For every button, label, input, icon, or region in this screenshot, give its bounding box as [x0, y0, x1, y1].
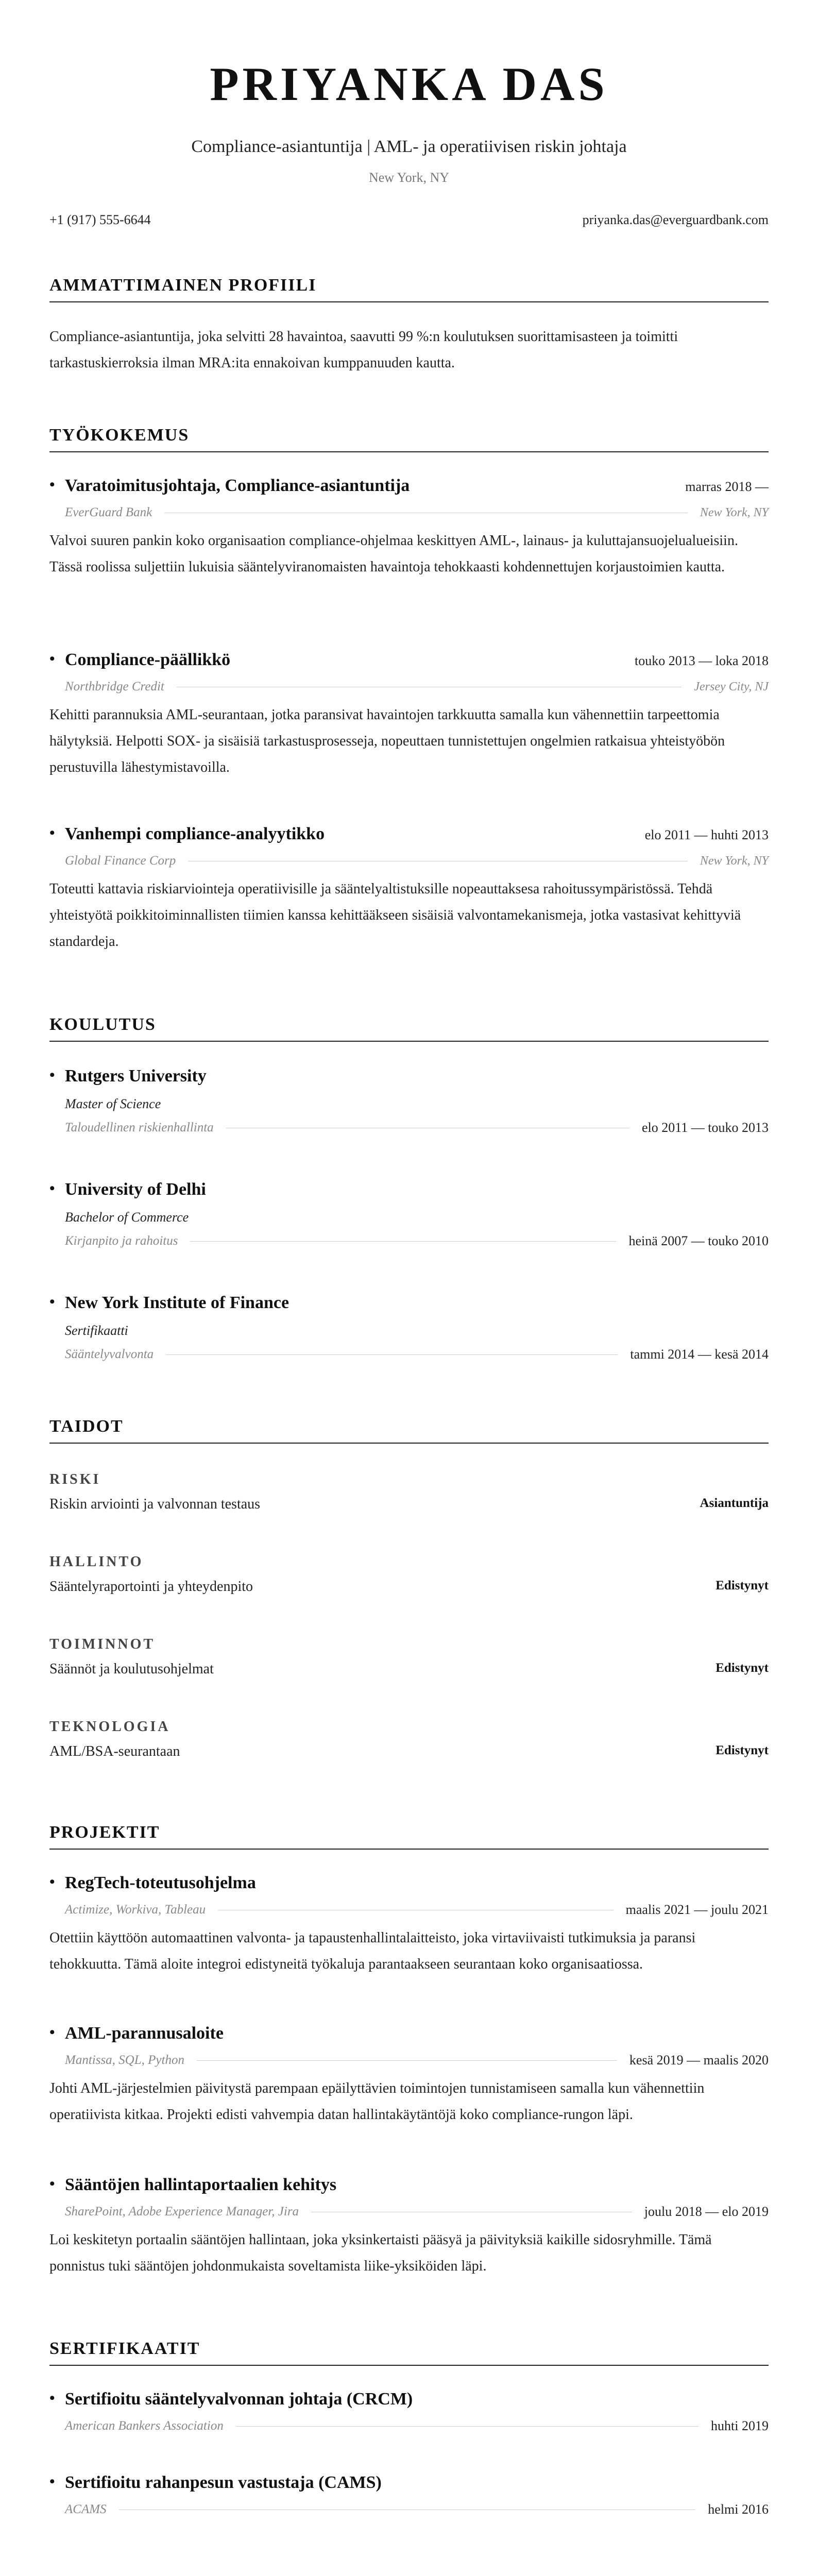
section-title-projects: PROJEKTIT: [49, 1823, 769, 1850]
skill-name: Sääntelyraportointi ja yhteydenpito: [49, 1579, 253, 1595]
skill-category: TOIMINNOT: [49, 1636, 156, 1652]
project-description: Loi keskitetyn portaalin sääntöjen hallintaan, joka yksinkertaisti pääsyä ja päivityksiä kaikille sidosryhmille. Tämä ponnistus tuki sääntöjen johdonmukaista soveltamista liike-yksiköiden läpi.: [49, 2232, 712, 2274]
job-dates: marras 2018 —: [685, 479, 769, 494]
project-item: [49, 1873, 769, 1977]
education-item: [49, 1180, 769, 1250]
skill-category: TEKNOLOGIA: [49, 1719, 171, 1735]
job-dates: touko 2013 — loka 2018: [635, 653, 769, 668]
candidate-name: PRIYANKA DAS: [210, 58, 608, 110]
job-location: New York, NY: [700, 854, 769, 868]
certification-date: helmi 2016: [708, 2502, 769, 2517]
project-dates: joulu 2018 — elo 2019: [644, 2204, 769, 2219]
project-description: Johti AML-järjestelmien päivitystä parempaan epäilyttävien toimintojen tunnistamiseen samalla kun vähennettiin operatiivista kitkaa. Projekti edisti vahvempia datan hallintakäytäntöjä koko compliance-rungon läpi.: [49, 2080, 705, 2123]
skill-name: Säännöt ja koulutusohjelmat: [49, 1661, 214, 1677]
section-title-education: KOULUTUS: [49, 1015, 769, 1042]
job-description: Valvoi suuren pankin koko organisaation compliance-ohjelmaa keskittyen AML-, lainaus- ja kuluttajansuojelualueisiin. Tässä roolissa suljettiin lukuisia sääntelyviranomaisten havaintoja tehokkaasti kohdennettujen korjaustoimien kautta.: [49, 533, 738, 575]
field-of-study: Kirjanpito ja rahoitus: [65, 1234, 178, 1248]
degree: Sertifikaatti: [65, 1323, 128, 1338]
certification-item: [49, 2473, 769, 2518]
leader-line: [190, 1241, 616, 1242]
project-name: • RegTech-toteutusohjelma: [49, 1873, 256, 1893]
profile-text: Compliance-asiantuntija, joka selvitti 28 havaintoa, saavutti 99 %:n koulutuksen suorittamisasteen ja toimitti tarkastuskierroksia ilman MRA:ita ennakoivan kumppanuuden kautta.: [49, 329, 678, 371]
school-name: • Rutgers University: [49, 1066, 207, 1086]
project-description: Otettiin käyttöön automaattinen valvonta- ja tapaustenhallintalaitteisto, joka virtaviivaisti tutkimuksia ja paransi tehokkuutta. Tämä aloite integroi edistyneitä työkaluja parantaakseen seurantaan koko organisaatiossa.: [49, 1930, 696, 1972]
skill-level: Edistynyt: [715, 1579, 769, 1592]
section-title-profile: AMMATTIMAINEN PROFIILI: [49, 276, 769, 302]
certification-date: huhti 2019: [711, 2418, 769, 2433]
project-tools: Actimize, Workiva, Tableau: [65, 1903, 206, 1917]
school-name: • University of Delhi: [49, 1180, 206, 1199]
skill-name: Riskin arviointi ja valvonnan testaus: [49, 1496, 261, 1512]
skill-level: Asiantuntija: [700, 1496, 769, 1510]
section-title-skills: TAIDOT: [49, 1417, 769, 1444]
company-name: Global Finance Corp: [65, 854, 176, 868]
job-description: Toteutti kattavia riskiarviointeja operatiivisille ja sääntelyaltistuksille nopeauttaksesa rahoitussympäristössä. Tehdä yhteistyötä poikkitoiminnallisten tiimien kanssa kehittääkseen sisäisiä valvontamekanismeja, jotka vastasivat kehittyviä standardeja.: [49, 881, 741, 950]
skill-category: RISKI: [49, 1471, 101, 1487]
project-name: • Sääntöjen hallintaportaalien kehitys: [49, 2175, 336, 2195]
certification-item: [49, 2389, 769, 2435]
phone[interactable]: +1 (917) 555-6644: [49, 212, 151, 227]
email[interactable]: priyanka.das@everguardbank.com: [582, 212, 769, 227]
education-dates: heinä 2007 — touko 2010: [628, 1233, 769, 1248]
education-dates: tammi 2014 — kesä 2014: [630, 1347, 769, 1362]
skill-group: [49, 1554, 769, 1595]
job-title: • Compliance-päällikkö: [49, 650, 230, 670]
project-item: [49, 2175, 769, 2279]
school-name: • New York Institute of Finance: [49, 1293, 289, 1313]
job-dates: elo 2011 — huhti 2013: [644, 827, 769, 842]
certification-issuer: ACAMS: [65, 2502, 107, 2516]
education-item: [49, 1066, 769, 1137]
company-name: Northbridge Credit: [65, 680, 164, 693]
project-tools: SharePoint, Adobe Experience Manager, Jira: [65, 2205, 299, 2218]
project-dates: kesä 2019 — maalis 2020: [629, 2053, 769, 2067]
project-name: • AML-parannusaloite: [49, 2024, 224, 2043]
field-of-study: Sääntelyvalvonta: [65, 1347, 154, 1361]
skill-group: [49, 1471, 769, 1513]
leader-line: [197, 2060, 617, 2061]
leader-line: [236, 2426, 698, 2427]
experience-item: [49, 476, 769, 580]
experience-item: [49, 824, 769, 955]
project-dates: maalis 2021 — joulu 2021: [625, 1902, 769, 1917]
experience-item: [49, 650, 769, 781]
skill-group: [49, 1719, 769, 1760]
skill-category: HALLINTO: [49, 1554, 144, 1570]
project-item: [49, 2024, 769, 2128]
education-dates: elo 2011 — touko 2013: [641, 1120, 769, 1135]
section-title-certifications: SERTIFIKAATIT: [49, 2339, 769, 2366]
project-tools: Mantissa, SQL, Python: [65, 2053, 184, 2067]
certification-issuer: American Bankers Association: [65, 2419, 224, 2433]
leader-line: [166, 1354, 618, 1355]
job-location: Jersey City, NJ: [694, 680, 769, 693]
education-item: [49, 1293, 769, 1363]
job-title: • Vanhempi compliance-analyytikko: [49, 824, 325, 844]
field-of-study: Taloudellinen riskienhallinta: [65, 1121, 214, 1134]
section-title-experience: TYÖKOKEMUS: [49, 426, 769, 452]
contact-row: [49, 212, 769, 228]
degree: Bachelor of Commerce: [65, 1210, 189, 1225]
job-location: New York, NY: [700, 505, 769, 519]
skill-level: Edistynyt: [715, 1743, 769, 1757]
certification-name: • Sertifioitu rahanpesun vastustaja (CAMS): [49, 2473, 382, 2493]
headline: Compliance-asiantuntija | AML- ja operatiivisen riskin johtaja: [191, 137, 627, 156]
skill-name: AML/BSA-seurantaan: [49, 1743, 180, 1759]
skill-group: [49, 1636, 769, 1677]
certification-name: • Sertifioitu sääntelyvalvonnan johtaja (CRCM): [49, 2389, 413, 2409]
location: New York, NY: [368, 170, 449, 185]
company-name: EverGuard Bank: [65, 505, 152, 519]
skill-level: Edistynyt: [715, 1661, 769, 1675]
job-description: Kehitti parannuksia AML-seurantaan, jotka paransivat havaintojen tarkkuutta samalla kun vähennettiin tarpeettomia hälytyksiä. Helpotti SOX- ja sisäisiä tarkastusprosesseja, nopeuttaen tunnistettujen ongelmien ratkaisua yhteistyöbön perustuvilla lähestymistavoilla.: [49, 707, 725, 775]
degree: Master of Science: [65, 1096, 161, 1111]
job-title: • Varatoimitusjohtaja, Compliance-asiantuntija: [49, 476, 410, 496]
